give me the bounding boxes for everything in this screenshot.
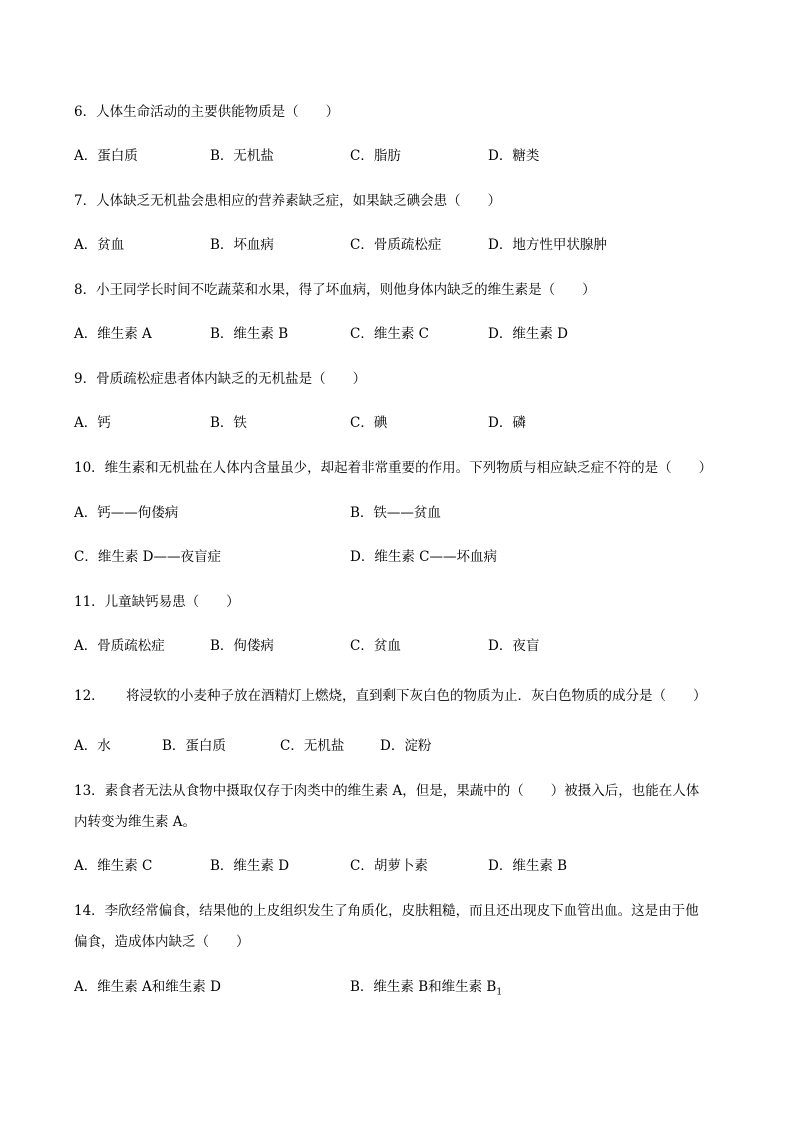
q7-option-c: C．骨质疏松症 <box>350 237 442 253</box>
question-13-stem-line2: 内转变为维生素 A。 <box>74 814 197 830</box>
q11-option-d: D．夜盲 <box>488 638 540 654</box>
q13-option-d: D．维生素 B <box>488 858 568 874</box>
q10-option-c: C．维生素 D——夜盲症 <box>74 549 221 565</box>
question-9-stem: 9．骨质疏松症患者体内缺乏的无机盐是（ ） <box>74 371 367 387</box>
q8-option-c: C．维生素 C <box>350 326 429 342</box>
q7-option-b: B．坏血病 <box>210 237 274 253</box>
question-8-stem: 8．小王同学长时间不吃蔬菜和水果，得了坏血病，则他身体内缺乏的维生素是（ ） <box>74 282 596 298</box>
q13-option-a: A．维生素 C <box>74 858 153 874</box>
q12-option-d: D．淀粉 <box>380 738 432 754</box>
question-12-text: 将浸软的小麦种子放在酒精灯上燃烧，直到剩下灰白色的物质为止．灰白色物质的成分是（ ） <box>126 688 707 704</box>
q14-option-b <box>350 977 502 1003</box>
q13-option-c: C．胡萝卜素 <box>350 858 428 874</box>
q10-option-a: A．钙——佝偻病 <box>74 505 179 521</box>
q9-option-a: A．钙 <box>74 415 111 431</box>
q14-option-b-text: B．维生素 B和维生素 B <box>350 979 497 995</box>
q11-option-c: C．贫血 <box>350 638 401 654</box>
q7-option-a: A．贫血 <box>74 237 125 253</box>
q12-option-c: C．无机盐 <box>280 738 345 754</box>
q7-option-d: D．地方性甲状腺肿 <box>488 237 607 253</box>
q9-option-d: D．磷 <box>488 415 526 431</box>
q12-option-b: B．蛋白质 <box>162 738 226 754</box>
q6-option-c: C．脂肪 <box>350 148 401 164</box>
q10-option-d: D．维生素 C——坏血病 <box>350 549 497 565</box>
q14-option-b-subscript: 1 <box>496 987 503 998</box>
q6-option-a: A．蛋白质 <box>74 148 138 164</box>
question-14-stem-line2: 偏食，造成体内缺乏（ ） <box>74 934 250 950</box>
q8-option-b: B．维生素 B <box>210 326 289 342</box>
q10-option-b: B．铁——贫血 <box>350 505 441 521</box>
q6-option-b: B．无机盐 <box>210 148 274 164</box>
question-6-stem: 6．人体生命活动的主要供能物质是（ ） <box>74 104 340 120</box>
q9-option-c: C．碘 <box>350 415 388 431</box>
q8-option-a: A．维生素 A <box>74 326 152 342</box>
q14-option-a: A．维生素 A和维生素 D <box>74 979 221 995</box>
q9-option-b: B．铁 <box>210 415 247 431</box>
question-12-stem <box>74 686 724 706</box>
question-13-stem-line1: 13．素食者无法从食物中摄取仅存于肉类中的维生素 A，但是，果蔬中的（ ）被摄入后，也能在人体 <box>74 783 700 799</box>
question-10-stem: 10．维生素和无机盐在人体内含量虽少，却起着非常重要的作用。下列物质与相应缺乏症不符的是（ ） <box>74 460 713 476</box>
question-7-stem: 7．人体缺乏无机盐会患相应的营养素缺乏症，如果缺乏碘会患（ ） <box>74 193 502 209</box>
q11-option-a: A．骨质疏松症 <box>74 638 165 654</box>
q13-option-b: B．维生素 D <box>210 858 290 874</box>
q6-option-d: D．糖类 <box>488 148 540 164</box>
q12-option-a: A．水 <box>74 738 111 754</box>
q8-option-d: D．维生素 D <box>488 326 568 342</box>
question-14-stem-line1: 14．李欣经常偏食，结果他的上皮组织发生了角质化，皮肤粗糙，而且还出现皮下血管出血。这是由于他 <box>74 903 699 919</box>
question-12-number: 12． <box>74 688 105 704</box>
q11-option-b: B．佝偻病 <box>210 638 274 654</box>
question-11-stem: 11．儿童缺钙易患（ ） <box>74 594 240 610</box>
